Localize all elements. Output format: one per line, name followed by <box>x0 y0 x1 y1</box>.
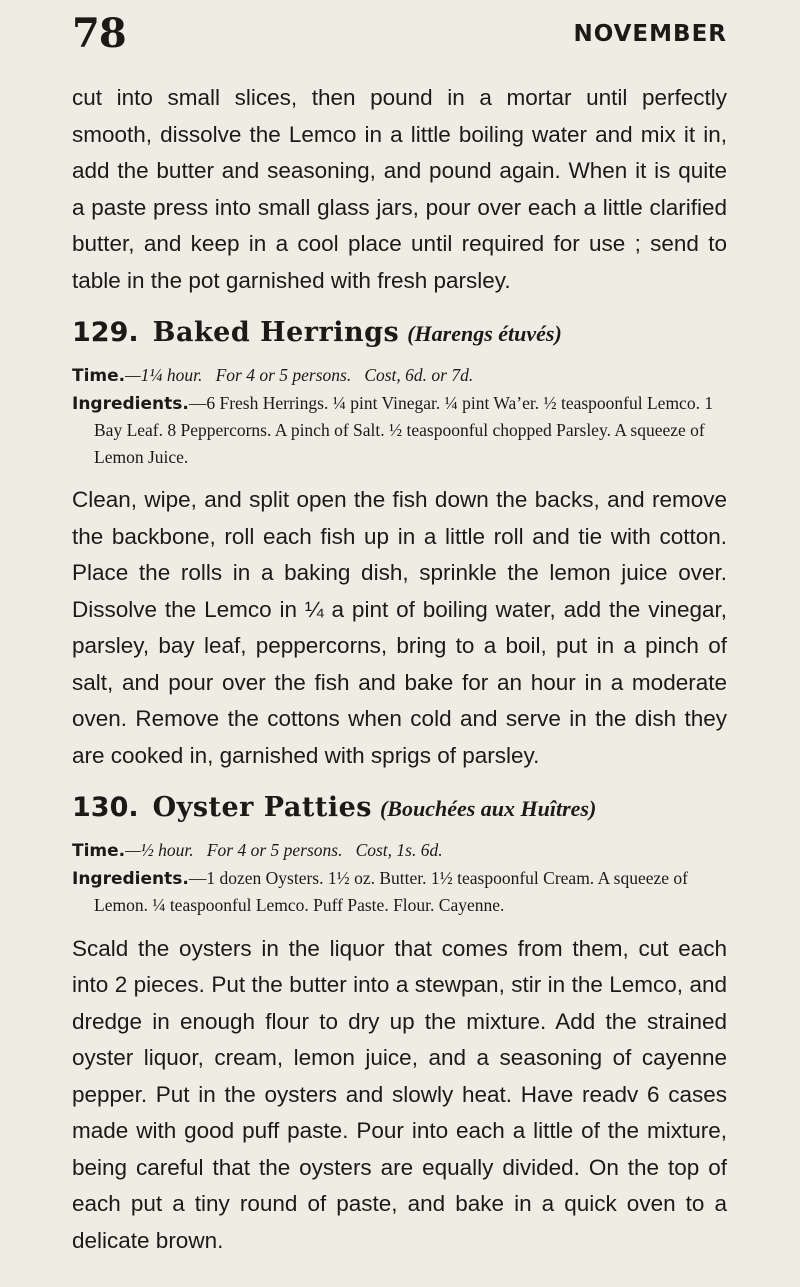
ingredients-label: Ingredients. <box>72 393 189 414</box>
running-title: NOVEMBER <box>573 21 727 47</box>
recipe-time-line <box>72 837 727 865</box>
recipe-heading <box>72 788 727 829</box>
ingredients-list: —6 Fresh Herrings. ¼ pint Vinegar. ¼ pint Waʼer. ½ teaspoonful Lemco. 1 Bay Leaf. 8 Peppercorns. A pinch of Salt. ½ teaspoonful chopped Parsley. A squeeze of Lemon Juice. <box>94 392 714 467</box>
recipe-number: 129. <box>72 317 139 348</box>
method-paragraph: Scald the oysters in the liquor that comes from them, cut each into 2 pieces. Put the butter into a stewpan, stir in the Lemco, and dredge in enough flour to dry up the mixture. Add the strained oyster liquor, cream, lemon juice, and a seasoning of cayenne pepper. Put in the oysters and slowly heat. Have readv 6 cases made with good puff paste. Pour into each a little of the mixture, being careful that the oysters are equally divided. On the top of each put a tiny round of paste, and bake in a quick oven to a delicate brown. <box>72 935 727 1253</box>
ingredients-label: Ingredients. <box>72 868 189 889</box>
cost-text: Cost, 6d. or 7d. <box>364 365 474 385</box>
ingredients-list: —1 dozen Oysters. 1½ oz. Butter. 1½ teaspoonful Cream. A squeeze of Lemon. ¼ teaspoonful Lemco. Puff Paste. Flour. Cayenne. <box>94 867 688 915</box>
continued-paragraph: cut into small slices, then pound in a mortar until perfectly smooth, dissolve the Lemco in a little boiling water and mix it in, add the butter and seasoning, and pound again. When it is quite a paste press into small glass jars, pour over each a little clarified butter, and keep in a cool place until required for use ; send to table in the pot garnished with fresh parsley. <box>72 85 727 293</box>
method-paragraph: Clean, wipe, and split open the fish down the backs, and remove the backbone, roll each fish up in a little roll and tie with cotton. Place the rolls in a baking dish, sprinkle the lemon juice over. Dissolve the Lemco in ¼ a pint of boiling water, add the vinegar, parsley, bay leaf, peppercorns, bring to a boil, put in a pinch of salt, and pour over the fish and bake for an hour in a moderate oven. Remove the cottons when cold and serve in the dish they are cooked in, garnished with sprigs of parsley. <box>72 487 727 768</box>
recipe-baked-herrings <box>72 313 727 774</box>
time-value: —½ hour. <box>125 840 194 860</box>
cost-text: Cost, 1s. 6d. <box>355 840 443 860</box>
recipe-french-title: (Bouchées aux Huîtres) <box>379 796 597 821</box>
time-label: Time. <box>72 366 126 386</box>
recipe-title: Baked Herrings <box>152 317 400 348</box>
recipe-number: 130. <box>72 792 139 823</box>
page-header <box>72 4 727 64</box>
time-value: —1¼ hour. <box>125 365 203 385</box>
page-number: 78 <box>72 10 126 57</box>
ingredients-block <box>72 865 727 919</box>
recipe-heading <box>72 313 727 354</box>
page-content <box>72 80 727 1259</box>
recipe-oyster-patties <box>72 788 727 1259</box>
time-label: Time. <box>72 841 126 861</box>
recipe-time-line <box>72 362 727 390</box>
serves-text: For 4 or 5 persons. <box>215 365 352 385</box>
ingredients-block <box>72 390 727 471</box>
serves-text: For 4 or 5 persons. <box>206 840 343 860</box>
recipe-french-title: (Harengs étuvés) <box>407 321 562 346</box>
recipe-title: Oyster Patties <box>152 792 372 823</box>
